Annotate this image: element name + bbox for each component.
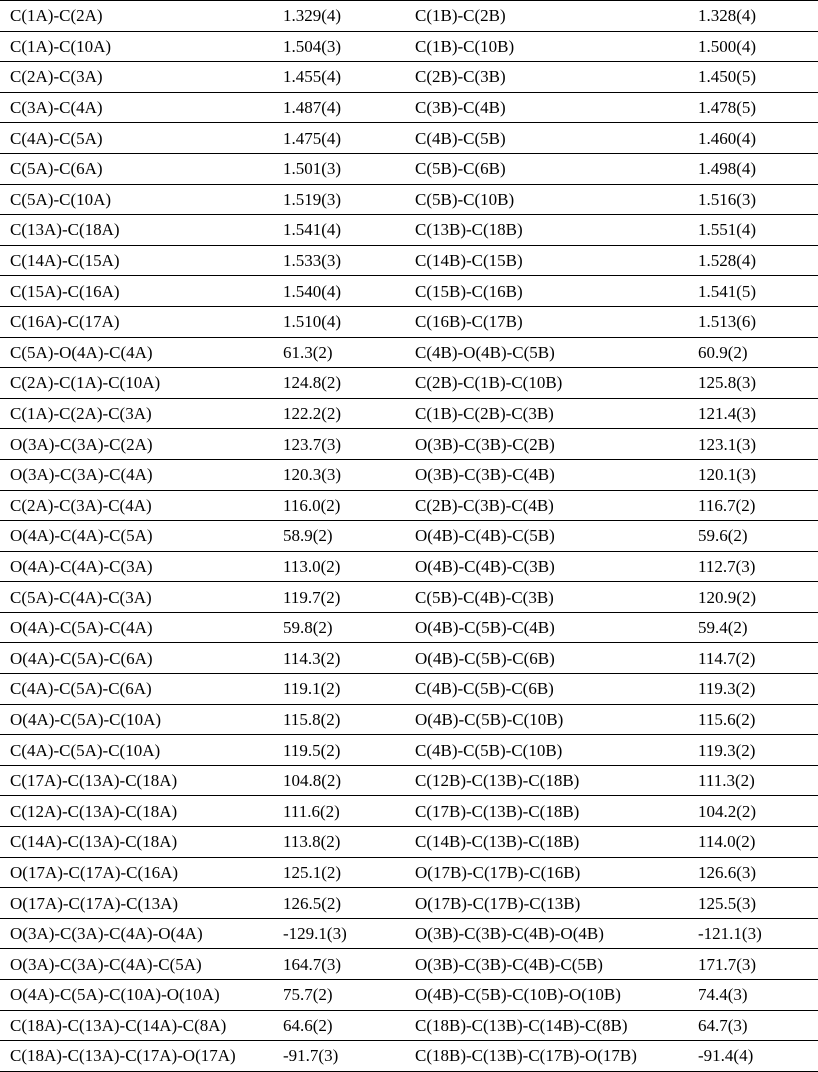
atoms-a-cell: O(4A)-C(4A)-C(3A) bbox=[0, 551, 273, 582]
atoms-a-cell: O(4A)-C(4A)-C(5A) bbox=[0, 521, 273, 552]
atoms-a-cell: C(1A)-C(10A) bbox=[0, 31, 273, 62]
value-a-cell: 1.510(4) bbox=[273, 306, 405, 337]
value-b-cell: 59.6(2) bbox=[688, 521, 818, 552]
table-row bbox=[0, 215, 818, 246]
table-row bbox=[0, 765, 818, 796]
value-b-cell: 1.528(4) bbox=[688, 245, 818, 276]
atoms-b-cell: C(15B)-C(16B) bbox=[405, 276, 688, 307]
value-a-cell: 1.487(4) bbox=[273, 92, 405, 123]
value-b-cell: 1.498(4) bbox=[688, 153, 818, 184]
value-a-cell: 119.5(2) bbox=[273, 735, 405, 766]
table-row bbox=[0, 827, 818, 858]
atoms-a-cell: O(4A)-C(5A)-C(4A) bbox=[0, 612, 273, 643]
atoms-b-cell: C(18B)-C(13B)-C(14B)-C(8B) bbox=[405, 1010, 688, 1041]
atoms-a-cell: O(3A)-C(3A)-C(4A)-C(5A) bbox=[0, 949, 273, 980]
table-row bbox=[0, 368, 818, 399]
value-b-cell: 1.450(5) bbox=[688, 62, 818, 93]
table-row bbox=[0, 888, 818, 919]
table-row bbox=[0, 857, 818, 888]
value-a-cell: 116.0(2) bbox=[273, 490, 405, 521]
atoms-b-cell: C(1B)-C(2B) bbox=[405, 1, 688, 32]
value-a-cell: 58.9(2) bbox=[273, 521, 405, 552]
table-row bbox=[0, 1010, 818, 1041]
table-row bbox=[0, 153, 818, 184]
atoms-b-cell: C(3B)-C(4B) bbox=[405, 92, 688, 123]
atoms-b-cell: C(16B)-C(17B) bbox=[405, 306, 688, 337]
value-a-cell: 123.7(3) bbox=[273, 429, 405, 460]
atoms-b-cell: C(4B)-C(5B)-C(10B) bbox=[405, 735, 688, 766]
value-b-cell: 119.3(2) bbox=[688, 674, 818, 705]
value-a-cell: 124.8(2) bbox=[273, 368, 405, 399]
atoms-a-cell: C(14A)-C(13A)-C(18A) bbox=[0, 827, 273, 858]
table-row bbox=[0, 796, 818, 827]
value-a-cell: 113.0(2) bbox=[273, 551, 405, 582]
atoms-b-cell: C(14B)-C(15B) bbox=[405, 245, 688, 276]
value-b-cell: 59.4(2) bbox=[688, 612, 818, 643]
value-a-cell: 1.501(3) bbox=[273, 153, 405, 184]
atoms-a-cell: C(2A)-C(1A)-C(10A) bbox=[0, 368, 273, 399]
value-b-cell: 1.478(5) bbox=[688, 92, 818, 123]
table-row bbox=[0, 521, 818, 552]
table-row bbox=[0, 276, 818, 307]
value-a-cell: 120.3(3) bbox=[273, 459, 405, 490]
atoms-a-cell: C(18A)-C(13A)-C(17A)-O(17A) bbox=[0, 1041, 273, 1072]
atoms-a-cell: O(3A)-C(3A)-C(4A)-O(4A) bbox=[0, 918, 273, 949]
value-a-cell: 59.8(2) bbox=[273, 612, 405, 643]
atoms-a-cell: O(3A)-C(3A)-C(4A) bbox=[0, 459, 273, 490]
table-row bbox=[0, 123, 818, 154]
atoms-b-cell: O(17B)-C(17B)-C(16B) bbox=[405, 857, 688, 888]
value-a-cell: 122.2(2) bbox=[273, 398, 405, 429]
table-row bbox=[0, 429, 818, 460]
atoms-b-cell: C(2B)-C(3B)-C(4B) bbox=[405, 490, 688, 521]
value-b-cell: 1.460(4) bbox=[688, 123, 818, 154]
value-a-cell: -129.1(3) bbox=[273, 918, 405, 949]
table-row bbox=[0, 184, 818, 215]
value-a-cell: 125.1(2) bbox=[273, 857, 405, 888]
atoms-b-cell: O(3B)-C(3B)-C(4B)-C(5B) bbox=[405, 949, 688, 980]
atoms-a-cell: C(17A)-C(13A)-C(18A) bbox=[0, 765, 273, 796]
value-a-cell: 115.8(2) bbox=[273, 704, 405, 735]
value-a-cell: 1.541(4) bbox=[273, 215, 405, 246]
atoms-a-cell: C(12A)-C(13A)-C(18A) bbox=[0, 796, 273, 827]
table-row bbox=[0, 337, 818, 368]
value-b-cell: 114.7(2) bbox=[688, 643, 818, 674]
value-a-cell: -91.7(3) bbox=[273, 1041, 405, 1072]
value-b-cell: 126.6(3) bbox=[688, 857, 818, 888]
value-b-cell: 112.7(3) bbox=[688, 551, 818, 582]
atoms-a-cell: C(1A)-C(2A)-C(3A) bbox=[0, 398, 273, 429]
atoms-a-cell: C(18A)-C(13A)-C(14A)-C(8A) bbox=[0, 1010, 273, 1041]
atoms-a-cell: C(5A)-O(4A)-C(4A) bbox=[0, 337, 273, 368]
value-b-cell: 1.516(3) bbox=[688, 184, 818, 215]
atoms-b-cell: O(4B)-C(4B)-C(3B) bbox=[405, 551, 688, 582]
atoms-b-cell: C(2B)-C(3B) bbox=[405, 62, 688, 93]
table-row bbox=[0, 306, 818, 337]
atoms-b-cell: O(4B)-C(5B)-C(6B) bbox=[405, 643, 688, 674]
atoms-b-cell: C(18B)-C(13B)-C(17B)-O(17B) bbox=[405, 1041, 688, 1072]
atoms-a-cell: C(16A)-C(17A) bbox=[0, 306, 273, 337]
value-b-cell: -91.4(4) bbox=[688, 1041, 818, 1072]
table-row bbox=[0, 31, 818, 62]
value-a-cell: 1.455(4) bbox=[273, 62, 405, 93]
atoms-a-cell: C(1A)-C(2A) bbox=[0, 1, 273, 32]
value-a-cell: 164.7(3) bbox=[273, 949, 405, 980]
value-b-cell: 116.7(2) bbox=[688, 490, 818, 521]
atoms-a-cell: C(2A)-C(3A)-C(4A) bbox=[0, 490, 273, 521]
value-a-cell: 1.519(3) bbox=[273, 184, 405, 215]
value-b-cell: 125.5(3) bbox=[688, 888, 818, 919]
value-b-cell: 119.3(2) bbox=[688, 735, 818, 766]
atoms-b-cell: O(4B)-C(4B)-C(5B) bbox=[405, 521, 688, 552]
atoms-a-cell: C(5A)-C(10A) bbox=[0, 184, 273, 215]
atoms-b-cell: C(12B)-C(13B)-C(18B) bbox=[405, 765, 688, 796]
table-row bbox=[0, 735, 818, 766]
value-b-cell: 1.513(6) bbox=[688, 306, 818, 337]
value-b-cell: 1.541(5) bbox=[688, 276, 818, 307]
table-row bbox=[0, 62, 818, 93]
table-row bbox=[0, 612, 818, 643]
value-b-cell: 1.551(4) bbox=[688, 215, 818, 246]
atoms-a-cell: C(4A)-C(5A) bbox=[0, 123, 273, 154]
value-a-cell: 61.3(2) bbox=[273, 337, 405, 368]
value-a-cell: 1.504(3) bbox=[273, 31, 405, 62]
atoms-a-cell: C(4A)-C(5A)-C(6A) bbox=[0, 674, 273, 705]
value-a-cell: 1.533(3) bbox=[273, 245, 405, 276]
value-a-cell: 119.7(2) bbox=[273, 582, 405, 613]
value-b-cell: 74.4(3) bbox=[688, 980, 818, 1011]
atoms-b-cell: O(3B)-C(3B)-C(4B) bbox=[405, 459, 688, 490]
atoms-b-cell: C(4B)-O(4B)-C(5B) bbox=[405, 337, 688, 368]
atoms-b-cell: C(5B)-C(10B) bbox=[405, 184, 688, 215]
value-b-cell: 1.500(4) bbox=[688, 31, 818, 62]
table-row bbox=[0, 1, 818, 32]
atoms-b-cell: C(13B)-C(18B) bbox=[405, 215, 688, 246]
table-body bbox=[0, 1, 818, 1072]
atoms-a-cell: O(17A)-C(17A)-C(16A) bbox=[0, 857, 273, 888]
value-a-cell: 1.540(4) bbox=[273, 276, 405, 307]
atoms-b-cell: C(1B)-C(2B)-C(3B) bbox=[405, 398, 688, 429]
value-b-cell: 114.0(2) bbox=[688, 827, 818, 858]
value-b-cell: 1.328(4) bbox=[688, 1, 818, 32]
atoms-b-cell: O(3B)-C(3B)-C(4B)-O(4B) bbox=[405, 918, 688, 949]
value-b-cell: 60.9(2) bbox=[688, 337, 818, 368]
atoms-b-cell: O(4B)-C(5B)-C(4B) bbox=[405, 612, 688, 643]
atoms-b-cell: C(5B)-C(4B)-C(3B) bbox=[405, 582, 688, 613]
atoms-b-cell: C(2B)-C(1B)-C(10B) bbox=[405, 368, 688, 399]
atoms-a-cell: O(3A)-C(3A)-C(2A) bbox=[0, 429, 273, 460]
table-row bbox=[0, 949, 818, 980]
value-a-cell: 1.329(4) bbox=[273, 1, 405, 32]
value-b-cell: 123.1(3) bbox=[688, 429, 818, 460]
atoms-a-cell: C(5A)-C(4A)-C(3A) bbox=[0, 582, 273, 613]
atoms-b-cell: O(4B)-C(5B)-C(10B) bbox=[405, 704, 688, 735]
atoms-a-cell: C(2A)-C(3A) bbox=[0, 62, 273, 93]
table-row bbox=[0, 1041, 818, 1072]
atoms-a-cell: O(4A)-C(5A)-C(6A) bbox=[0, 643, 273, 674]
atoms-b-cell: C(14B)-C(13B)-C(18B) bbox=[405, 827, 688, 858]
value-a-cell: 104.8(2) bbox=[273, 765, 405, 796]
atoms-b-cell: O(3B)-C(3B)-C(2B) bbox=[405, 429, 688, 460]
atoms-a-cell: C(4A)-C(5A)-C(10A) bbox=[0, 735, 273, 766]
atoms-b-cell: C(4B)-C(5B)-C(6B) bbox=[405, 674, 688, 705]
value-b-cell: 64.7(3) bbox=[688, 1010, 818, 1041]
atoms-a-cell: C(13A)-C(18A) bbox=[0, 215, 273, 246]
value-a-cell: 111.6(2) bbox=[273, 796, 405, 827]
value-b-cell: 111.3(2) bbox=[688, 765, 818, 796]
value-b-cell: 171.7(3) bbox=[688, 949, 818, 980]
atoms-a-cell: C(3A)-C(4A) bbox=[0, 92, 273, 123]
atoms-b-cell: C(17B)-C(13B)-C(18B) bbox=[405, 796, 688, 827]
atoms-a-cell: O(4A)-C(5A)-C(10A) bbox=[0, 704, 273, 735]
atoms-a-cell: C(15A)-C(16A) bbox=[0, 276, 273, 307]
value-b-cell: 125.8(3) bbox=[688, 368, 818, 399]
table-row bbox=[0, 582, 818, 613]
table-row bbox=[0, 674, 818, 705]
value-b-cell: 104.2(2) bbox=[688, 796, 818, 827]
table-row bbox=[0, 980, 818, 1011]
atoms-a-cell: C(14A)-C(15A) bbox=[0, 245, 273, 276]
value-b-cell: 120.1(3) bbox=[688, 459, 818, 490]
table-row bbox=[0, 92, 818, 123]
value-a-cell: 75.7(2) bbox=[273, 980, 405, 1011]
atoms-a-cell: O(17A)-C(17A)-C(13A) bbox=[0, 888, 273, 919]
table-row bbox=[0, 398, 818, 429]
table-row bbox=[0, 245, 818, 276]
value-b-cell: -121.1(3) bbox=[688, 918, 818, 949]
atoms-b-cell: C(5B)-C(6B) bbox=[405, 153, 688, 184]
value-b-cell: 121.4(3) bbox=[688, 398, 818, 429]
value-b-cell: 120.9(2) bbox=[688, 582, 818, 613]
table-row bbox=[0, 459, 818, 490]
value-a-cell: 1.475(4) bbox=[273, 123, 405, 154]
value-a-cell: 119.1(2) bbox=[273, 674, 405, 705]
table-row bbox=[0, 918, 818, 949]
table-row bbox=[0, 551, 818, 582]
atoms-b-cell: C(4B)-C(5B) bbox=[405, 123, 688, 154]
atoms-b-cell: O(17B)-C(17B)-C(13B) bbox=[405, 888, 688, 919]
value-a-cell: 113.8(2) bbox=[273, 827, 405, 858]
atoms-b-cell: O(4B)-C(5B)-C(10B)-O(10B) bbox=[405, 980, 688, 1011]
value-a-cell: 64.6(2) bbox=[273, 1010, 405, 1041]
table-row bbox=[0, 643, 818, 674]
atoms-a-cell: O(4A)-C(5A)-C(10A)-O(10A) bbox=[0, 980, 273, 1011]
table-row bbox=[0, 704, 818, 735]
table-row bbox=[0, 490, 818, 521]
atoms-b-cell: C(1B)-C(10B) bbox=[405, 31, 688, 62]
value-b-cell: 115.6(2) bbox=[688, 704, 818, 735]
value-a-cell: 126.5(2) bbox=[273, 888, 405, 919]
value-a-cell: 114.3(2) bbox=[273, 643, 405, 674]
atoms-a-cell: C(5A)-C(6A) bbox=[0, 153, 273, 184]
